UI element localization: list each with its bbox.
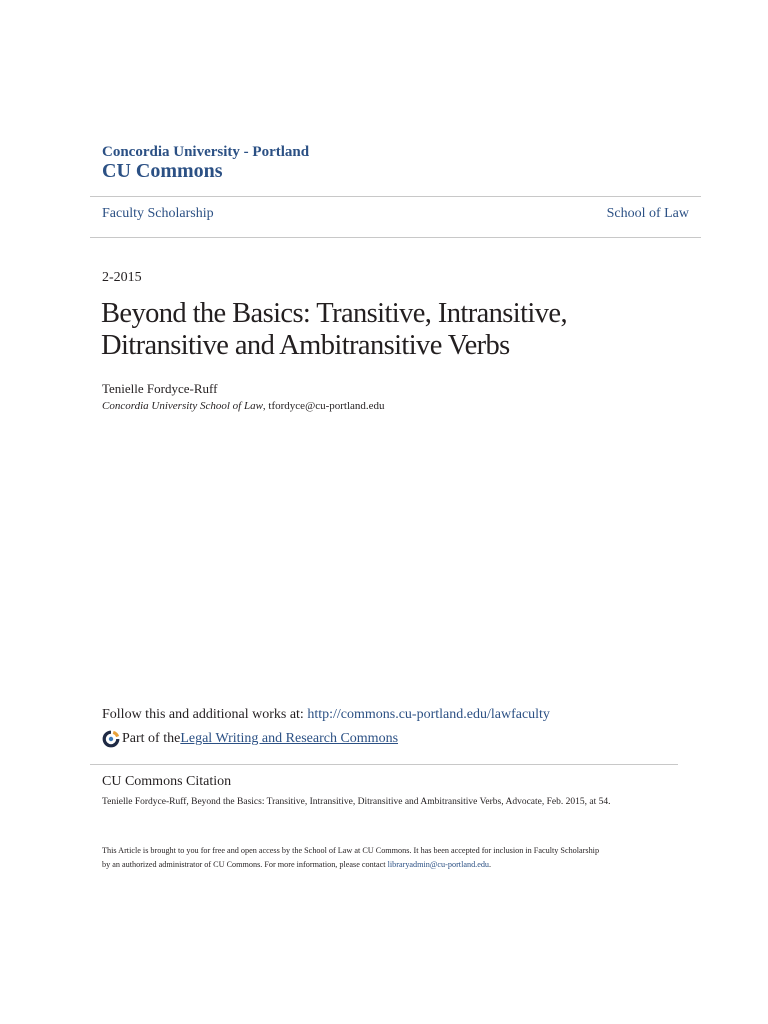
follow-line	[102, 707, 550, 723]
access-notice-line-1: This Article is brought to you for free and open access by the School of Law at CU Commons. It has been accepted for inclusion in Faculty Scholarship	[102, 846, 600, 855]
author-email: , tfordyce@cu-portland.edu	[262, 400, 385, 412]
citation-text: Tenielle Fordyce-Ruff, Beyond the Basics: Transitive, Intransitive, Ditransitive and Ambitransitive Verbs, Advocate, Feb. 2015, at 54.	[102, 797, 611, 807]
header-divider-bottom	[90, 237, 701, 238]
institution-name: Concordia University - Portland	[102, 144, 310, 160]
article-title-line-2: Ditransitive and Ambitransitive Verbs	[101, 330, 510, 361]
author-name: Tenielle Fordyce-Ruff	[102, 381, 218, 396]
digital-commons-network-icon	[102, 730, 120, 748]
part-of-prefix: Part of the	[122, 731, 181, 746]
header-divider-top	[90, 196, 701, 197]
citation-heading: CU Commons Citation	[102, 774, 232, 789]
part-of-line	[102, 730, 398, 748]
access-notice-suffix: .	[489, 860, 492, 869]
school-of-law-link[interactable]: School of Law	[606, 206, 689, 221]
affiliation-name: Concordia University School of Law	[102, 400, 263, 412]
faculty-scholarship-link[interactable]: Faculty Scholarship	[102, 206, 214, 221]
legal-writing-commons-link[interactable]: Legal Writing and Research Commons	[180, 731, 399, 746]
article-title	[101, 298, 701, 362]
citation-divider	[90, 764, 678, 765]
lawfaculty-url-link[interactable]: http://commons.cu-portland.edu/lawfaculty	[307, 707, 550, 722]
article-title-line-1: Beyond the Basics: Transitive, Intransitive,	[101, 298, 567, 329]
follow-prefix: Follow this and additional works at:	[102, 707, 308, 722]
publication-date: 2-2015	[102, 270, 142, 285]
library-admin-email-link[interactable]: libraryadmin@cu-portland.edu	[387, 860, 490, 869]
access-notice-line-2	[102, 858, 599, 872]
access-notice-prefix: by an authorized administrator of CU Commons. For more information, please contact	[102, 860, 388, 869]
author-affiliation	[102, 400, 385, 412]
repository-name: CU Commons	[102, 160, 223, 182]
access-notice	[102, 844, 599, 872]
